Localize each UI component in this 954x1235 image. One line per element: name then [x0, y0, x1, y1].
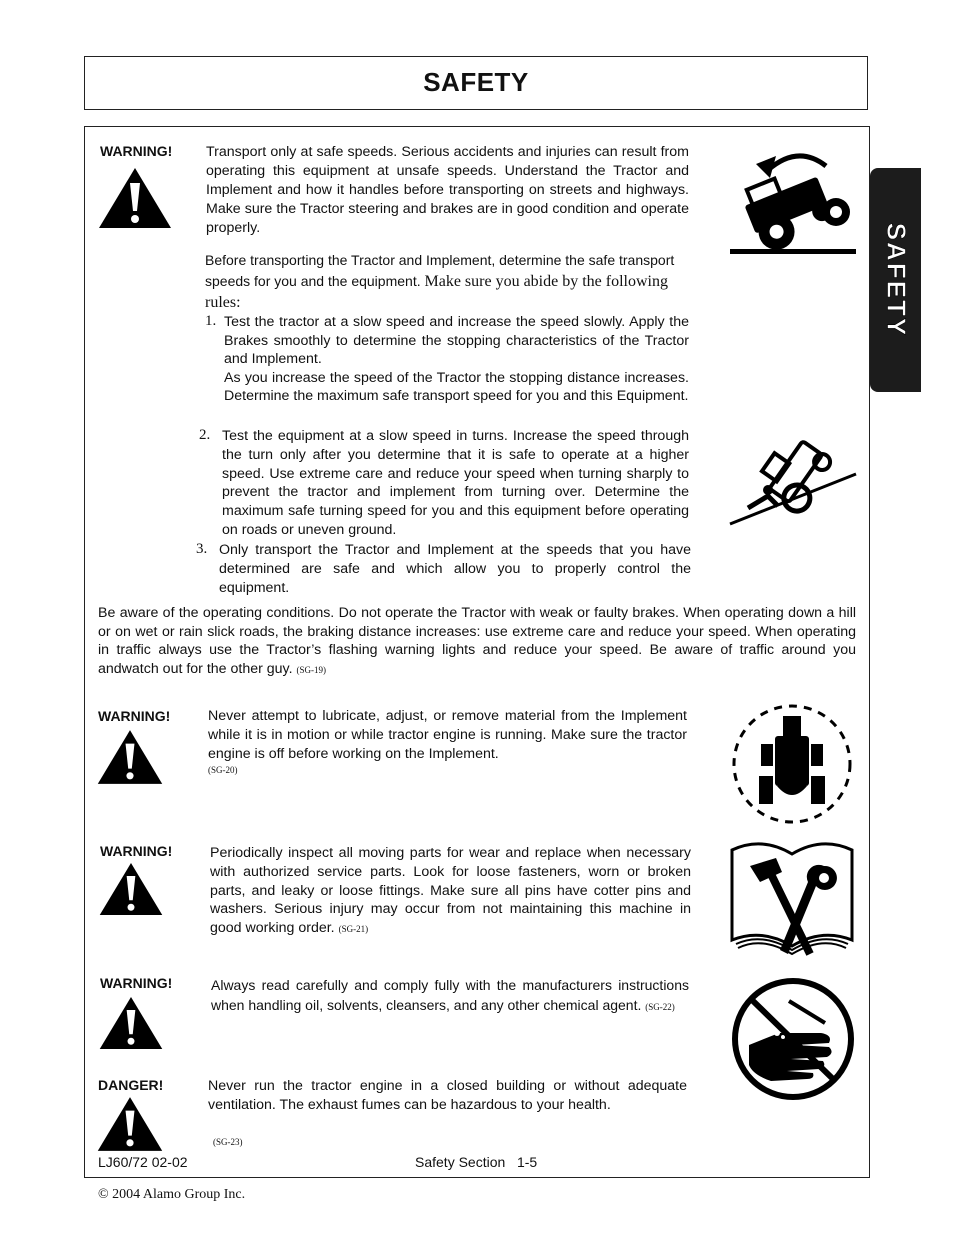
- warning-text-body: Always read carefully and comply fully with the manufacturers instructions when handling oil, solvents, cleansers, and any other chemical agent.: [211, 977, 689, 1013]
- section-tab-label: SAFETY: [881, 222, 911, 338]
- transport-intro-sans: Before transporting the Tractor and Implement, determine the safe transport speeds for you and the equipment.: [205, 252, 675, 289]
- warning-triangle-icon: [97, 165, 173, 231]
- rule-text-part: Test the tractor at a slow speed and increase the speed slowly. Apply the Brakes smoothly to determine the stopping characteristics of the Tractor and Implement.: [224, 314, 689, 367]
- warning-triangle-icon: [98, 858, 164, 920]
- warning-triangle-icon: [96, 727, 164, 787]
- copyright: © 2004 Alamo Group Inc.: [98, 1187, 246, 1202]
- rule-text: [224, 313, 689, 406]
- warning-text: [211, 976, 689, 1017]
- rule-number: 2.: [199, 427, 211, 443]
- operating-conditions-text: Be aware of the operating conditions. Do not operate the Tractor with weak or faulty brakes. When operating down a hill or on wet or rain slick roads, the braking distance increases: use extreme care and reduce your speed. When operating in traffic always use the Tractor’s flashing warning lights and reduce your speed. Be aware of traffic around you andwatch out for the other guy.: [98, 605, 856, 677]
- tractor-slope-icon: [728, 412, 858, 528]
- model-number: LJ60/72 02-02: [98, 1154, 188, 1170]
- rule-number: 1.: [205, 313, 217, 329]
- operating-conditions: [98, 604, 856, 679]
- reference-code: (SG-19): [296, 664, 326, 675]
- rule-text: Only transport the Tractor and Implement at the speeds that you have determined are safe and which allow you to properly control the equipment.: [219, 542, 691, 596]
- reference-code: (SG-23): [213, 1137, 243, 1147]
- manual-tools-icon: [728, 836, 858, 958]
- tractor-top-view-icon: [727, 700, 857, 828]
- reference-code: (SG-21): [338, 924, 369, 935]
- warning-text: Transport only at safe speeds. Serious accidents and injuries can result from operating this equipment at unsafe speeds. Understand the Tractor and Implement and how it handles before transporting on streets and highways. Make sure the Tractor steering and brakes are in good condition and operate properly.: [206, 144, 689, 236]
- rule-number: 3.: [196, 541, 208, 557]
- rule-text-part: As you increase the speed of the Tractor the stopping distance increases. Determine the maximum safe transport speed for you and this Equipment.: [224, 369, 689, 404]
- rule-text: Test the equipment at a slow speed in turns. Increase the speed through the turn only after you determine that it is safe to operate at a higher speed. Use extreme care and reduce your speed when turning sharply to prevent the tractor and implement from turning over. Determine the maximum safe turning speed for you and this equipment before operating on roads or uneven ground.: [222, 428, 689, 538]
- page-number: Safety Section 1-5: [415, 1154, 538, 1170]
- warning-text: Never attempt to lubricate, adjust, or remove material from the Implement while it is in motion or while tractor engine is running. Make sure the tractor engine is off before working on the Implement.: [208, 708, 687, 762]
- transport-intro-serif: Make sure you abide by the following rules:: [205, 273, 668, 311]
- warning-label: WARNING!: [98, 708, 171, 724]
- header-box: [84, 56, 868, 110]
- section-tab: [870, 168, 921, 392]
- tractor-rollover-icon: [728, 142, 858, 257]
- reference-code: (SG-22): [645, 1001, 675, 1012]
- warning-label: WARNING!: [100, 975, 173, 991]
- page-title: SAFETY: [423, 67, 529, 97]
- transport-intro: [205, 250, 700, 313]
- no-chemical-contact-icon: [729, 975, 857, 1103]
- warning-triangle-icon: [96, 1093, 164, 1155]
- warning-text: [210, 844, 691, 939]
- warning-label: WARNING!: [100, 843, 173, 859]
- danger-label: DANGER!: [98, 1077, 164, 1093]
- warning-text-body: Periodically inspect all moving parts for wear and replace when necessary with authorized service parts. Look for loose fasteners, worn or broken parts, and leaky or loose fittings. Make sure all pins have cotter pins and washers. Serious injury may occur from not maintaining this machine in good working order.: [210, 845, 691, 937]
- warning-label: WARNING!: [100, 143, 173, 159]
- warning-triangle-icon: [98, 992, 164, 1054]
- reference-code: (SG-20): [208, 765, 238, 775]
- danger-text: Never run the tractor engine in a closed building or without adequate ventilation. The exhaust fumes can be hazardous to your health.: [208, 1078, 687, 1113]
